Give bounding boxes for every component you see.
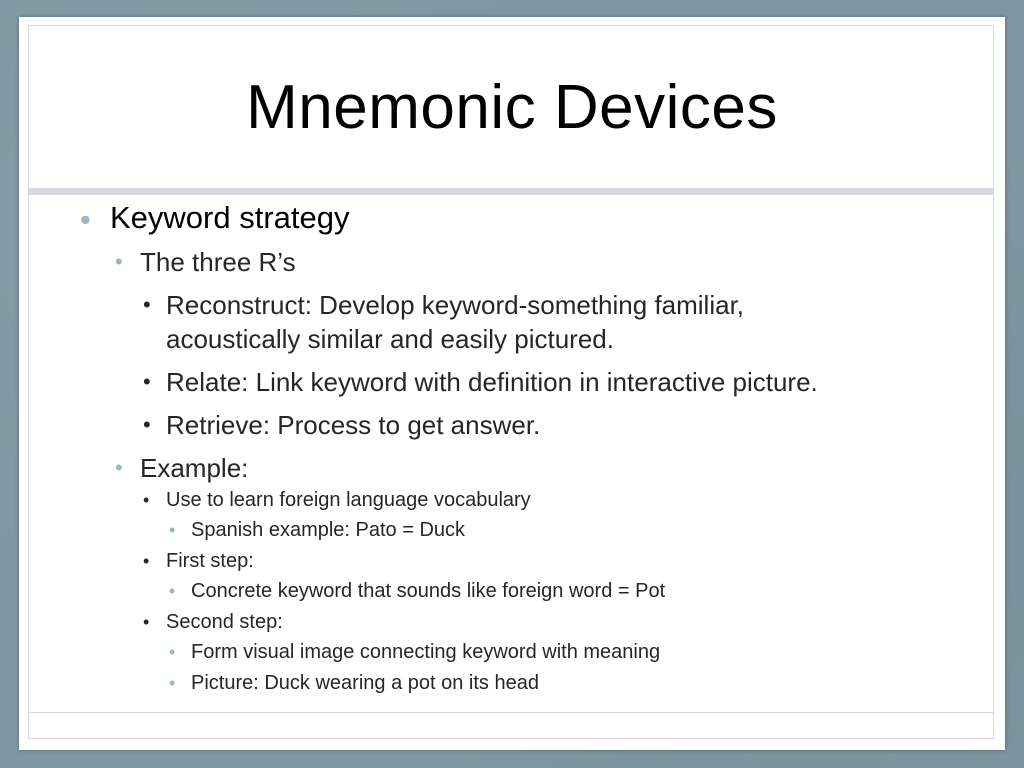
bullet-spanish-example: Spanish example: Pato = Duck	[191, 519, 466, 541]
bullet-keyword-strategy: Keyword strategy	[110, 200, 350, 235]
slide-body	[29, 26, 995, 740]
slide-title: Mnemonic Devices	[246, 72, 778, 142]
bullet-marker: •	[169, 581, 176, 601]
bullet-concrete-keyword: Concrete keyword that sounds like foreign word = Pot	[191, 580, 666, 602]
bullet-marker: •	[143, 551, 150, 571]
bullet-form-visual: Form visual image connecting keyword with meaning	[191, 641, 661, 663]
bullet-marker: •	[169, 673, 176, 693]
slide	[19, 17, 1005, 750]
bullet-marker: •	[143, 369, 151, 394]
bullet-first-step: First step:	[166, 550, 254, 572]
bullet-marker: •	[143, 612, 150, 632]
bullet-picture: Picture: Duck wearing a pot on its head	[191, 672, 539, 694]
bullet-marker: •	[169, 520, 176, 540]
bullet-reconstruct-line-1: Reconstruct: Develop keyword-something familiar,	[166, 290, 745, 320]
bullet-marker: •	[80, 202, 91, 237]
bullet-marker: •	[143, 412, 151, 437]
bullet-three-rs: The three R’s	[140, 247, 296, 277]
bullet-use-to-learn: Use to learn foreign language vocabulary	[166, 489, 531, 511]
bullet-relate: Relate: Link keyword with definition in interactive picture.	[166, 367, 818, 397]
bullet-reconstruct-line-2: acoustically similar and easily pictured.	[166, 324, 614, 354]
bullet-second-step: Second step:	[166, 611, 283, 633]
bullet-retrieve: Retrieve: Process to get answer.	[166, 410, 541, 440]
bullet-marker: •	[143, 490, 150, 510]
slide-frame	[28, 25, 994, 739]
bullet-example: Example:	[140, 453, 249, 483]
bullet-marker: •	[169, 642, 176, 662]
bullet-marker: •	[115, 249, 123, 274]
bullet-marker: •	[115, 455, 123, 480]
bullet-marker: •	[143, 292, 151, 317]
